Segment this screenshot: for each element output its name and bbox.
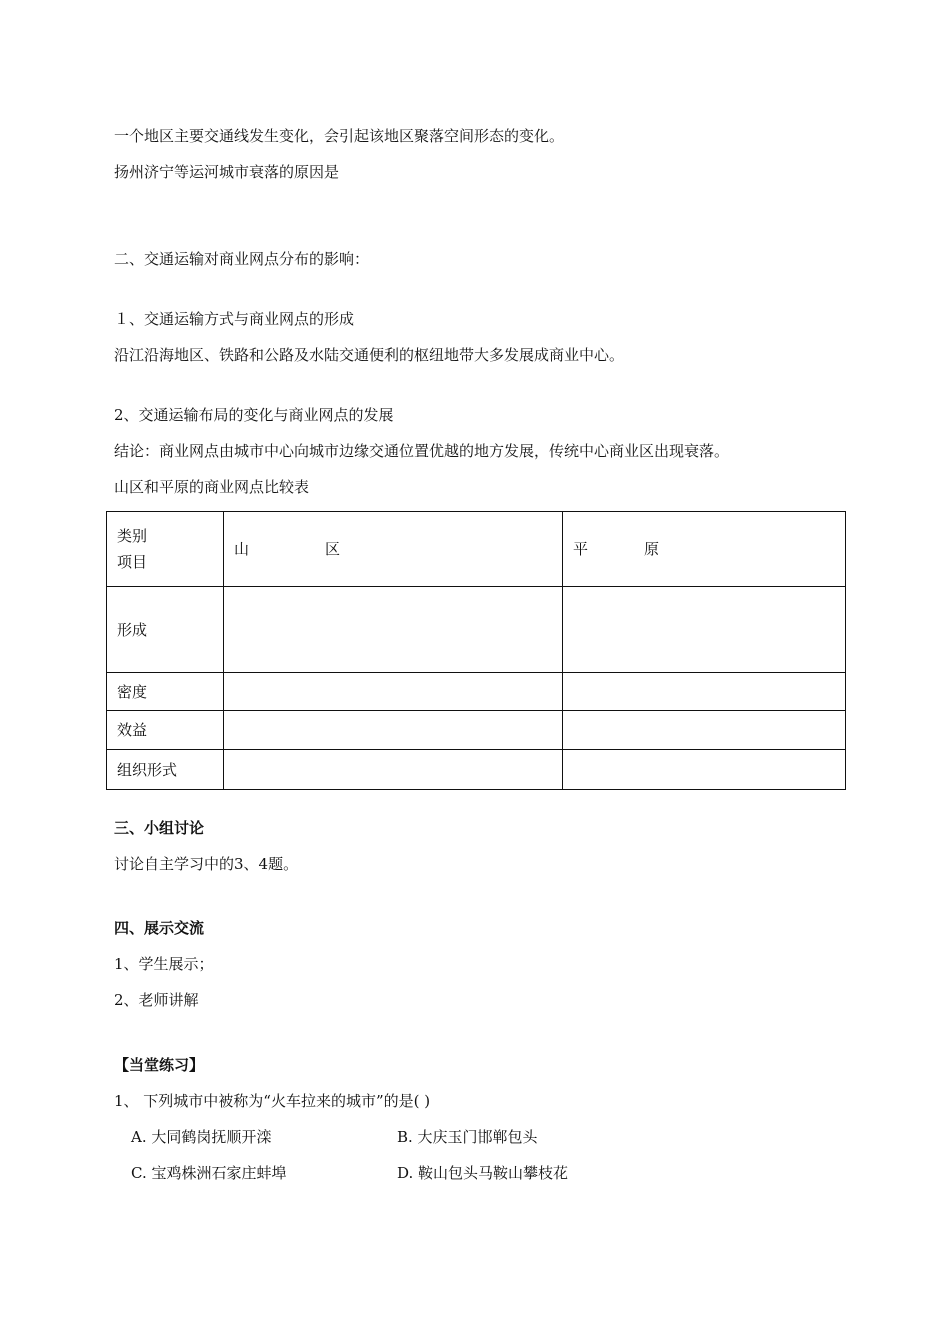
- text-line-2: 扬州济宁等运河城市衰落的原因是: [114, 163, 340, 181]
- table-caption: 山区和平原的商业网点比较表: [114, 478, 310, 496]
- cell-benefit-plain: [563, 711, 846, 750]
- table-row: [107, 711, 846, 750]
- cell-organization-plain: [563, 750, 846, 790]
- section-2-item-1-text: 沿江沿海地区、铁路和公路及水陆交通便利的枢纽地带大多发展成商业中心。: [114, 346, 625, 364]
- cell-density-mountain: [224, 673, 563, 711]
- option-c: C. 宝鸡株洲石家庄蚌埠: [131, 1164, 287, 1182]
- conclusion-text: 结论：商业网点由城市中心向城市边缘交通位置优越的地方发展，传统中心商业区出现衰落。: [114, 442, 730, 460]
- question-1: 1、 下列城市中被称为“火车拉来的城市”的是( ): [114, 1092, 431, 1110]
- option-d: D. 鞍山包头马鞍山攀枝花: [397, 1164, 569, 1182]
- header-plain: [563, 512, 846, 587]
- row-label-density: 密度: [107, 673, 224, 711]
- header-item: 项目: [117, 553, 148, 571]
- header-plain-char-2: 原: [644, 540, 660, 558]
- header-mountain-char-1: 山: [234, 540, 250, 558]
- section-2-item-2: 2、交通运输布局的变化与商业网点的发展: [114, 406, 394, 424]
- section-4-title: 四、展示交流: [114, 919, 205, 937]
- section-3-title: 三、小组讨论: [114, 819, 205, 837]
- section-4-item-2: 2、老师讲解: [114, 991, 199, 1009]
- cell-formation-mountain: [224, 587, 563, 673]
- header-category: 类别: [117, 527, 148, 545]
- section-2-title: 二、交通运输对商业网点分布的影响：: [114, 250, 370, 268]
- table-row: [107, 587, 846, 673]
- row-label-benefit: 效益: [107, 711, 224, 750]
- row-label-organization: 组织形式: [107, 750, 224, 790]
- option-a: A. 大同鹤岗抚顺开滦: [131, 1128, 272, 1146]
- table-header-corner: [107, 512, 224, 587]
- section-3-text: 讨论自主学习中的3、4题。: [114, 855, 299, 873]
- option-b: B. 大庆玉门邯郸包头: [397, 1128, 538, 1146]
- header-mountain: [224, 512, 563, 587]
- practice-title: 【当堂练习】: [114, 1056, 205, 1074]
- cell-density-plain: [563, 673, 846, 711]
- cell-benefit-mountain: [224, 711, 563, 750]
- section-2-item-1: １、交通运输方式与商业网点的形成: [114, 310, 355, 328]
- table-header-row: [107, 512, 846, 587]
- section-4-item-1: 1、学生展示；: [114, 955, 214, 973]
- cell-organization-mountain: [224, 750, 563, 790]
- comparison-table: [106, 511, 846, 790]
- cell-formation-plain: [563, 587, 846, 673]
- table-row: [107, 673, 846, 711]
- table-row: [107, 750, 846, 790]
- header-mountain-char-2: 区: [325, 540, 341, 558]
- row-label-formation: 形成: [107, 587, 224, 673]
- header-plain-char-1: 平: [573, 540, 589, 558]
- text-line-1: 一个地区主要交通线发生变化，会引起该地区聚落空间形态的变化。: [114, 127, 565, 145]
